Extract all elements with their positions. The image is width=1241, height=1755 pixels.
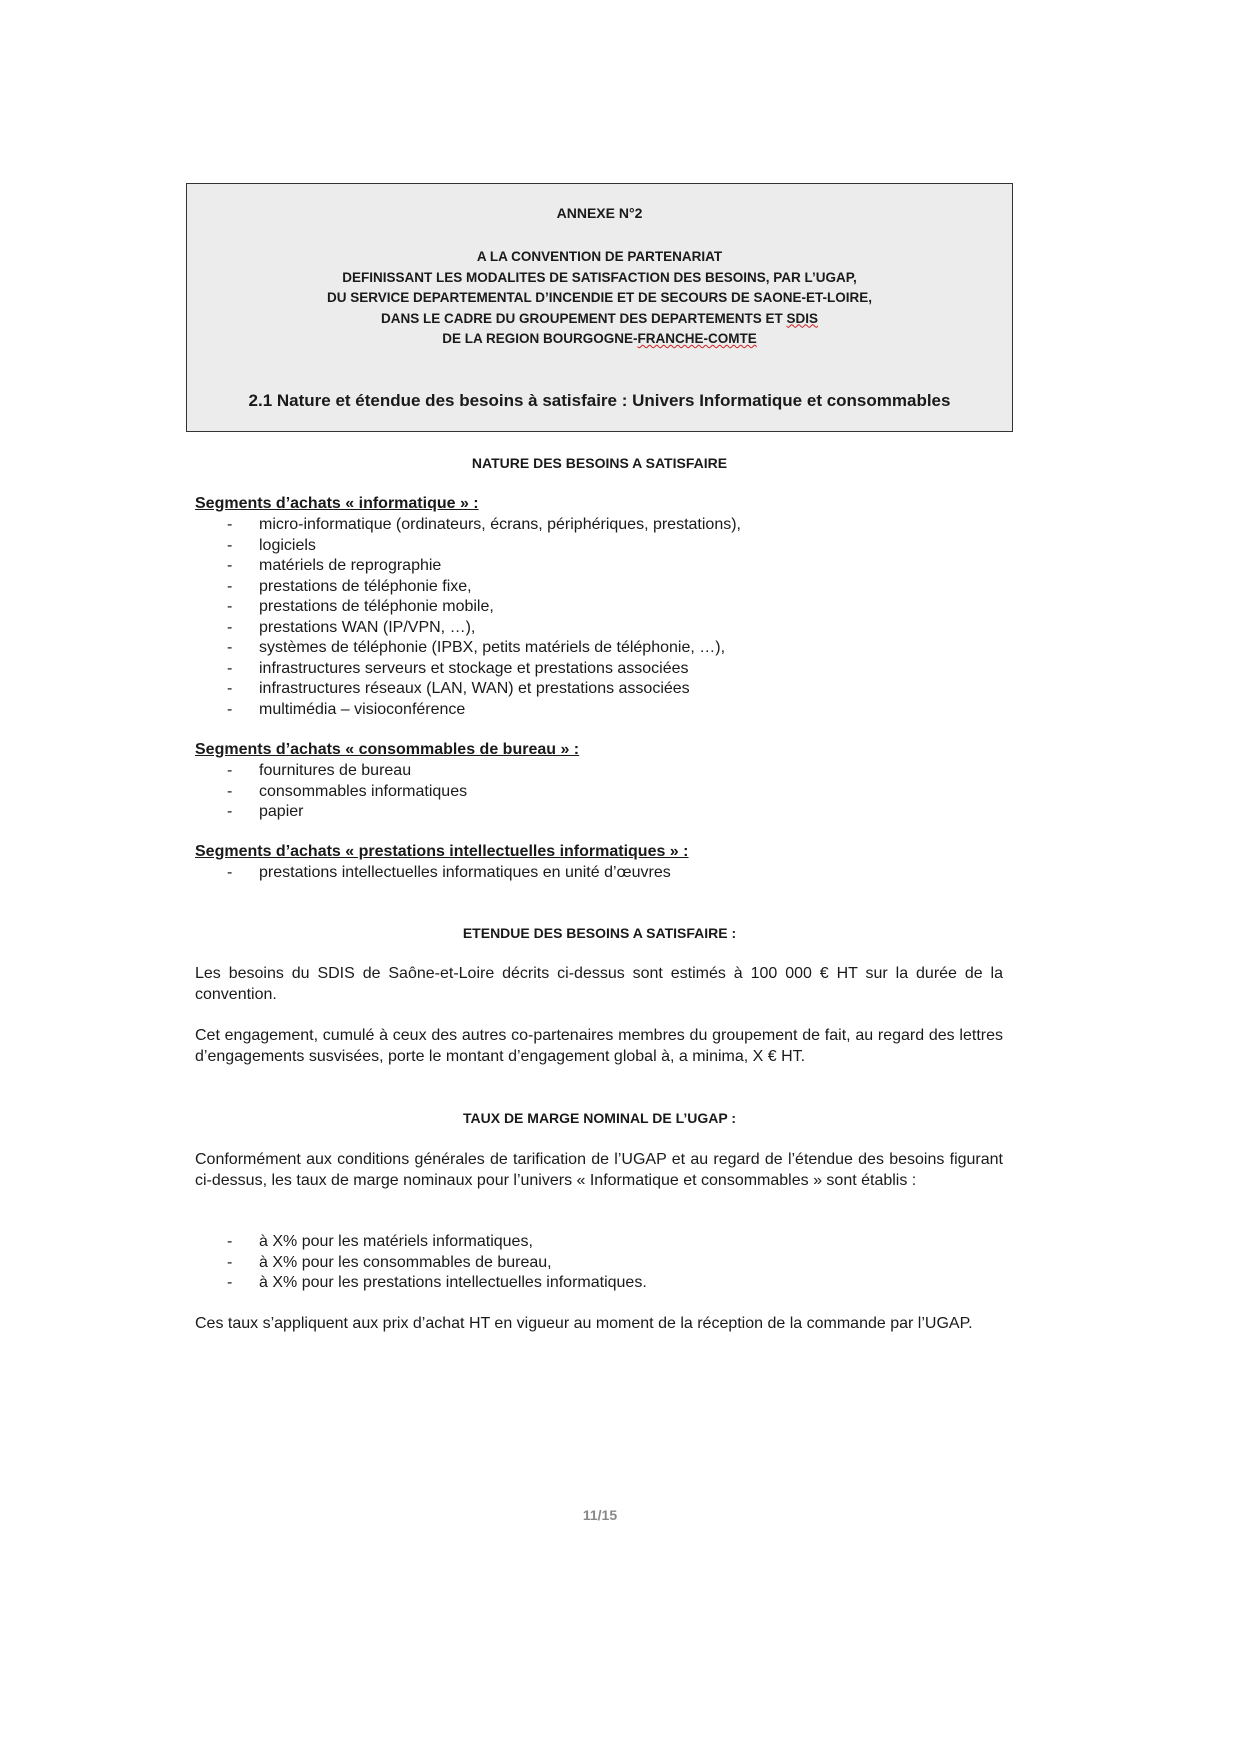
list-item: - à X% pour les matériels informatiques, bbox=[195, 1232, 647, 1253]
list-dash: - bbox=[227, 659, 233, 677]
taux-intro-paragraph: Conformément aux conditions générales de tarification de l’UGAP et au regard de l’étendue des besoins figurant ci-dessus, les taux de marge nominaux pour l’univers « Informatique et consommables » sont établis : bbox=[195, 1151, 1003, 1189]
segment-title-informatique: Segments d’achats « informatique » : bbox=[195, 495, 479, 512]
segment-list-informatique bbox=[195, 515, 741, 720]
list-dash: - bbox=[227, 536, 233, 554]
franche-comte-word: FRANCHE-COMTE bbox=[637, 331, 757, 346]
list-dash: - bbox=[227, 803, 233, 820]
list-item: - prestations intellectuelles informatiques en unité d’œuvres bbox=[195, 863, 671, 884]
page-number: 11/15 bbox=[582, 1507, 618, 1523]
list-dash: - bbox=[227, 557, 233, 574]
etendue-heading: ETENDUE DES BESOINS A SATISFAIRE : bbox=[462, 925, 737, 941]
convention-line: A LA CONVENTION DE PARTENARIAT bbox=[476, 249, 723, 264]
etendue-paragraph: Cet engagement, cumulé à ceux des autres co-partenaires membres du groupement de fait, au regard des lettres d’engagements susvisées, porte le montant d’engagement global à, a minima, X € HT. bbox=[195, 1027, 1003, 1065]
list-item: - papier bbox=[195, 802, 467, 823]
convention-line-text: DANS LE CADRE DU GROUPEMENT DES DEPARTEMENTS ET bbox=[380, 310, 787, 326]
convention-line: DU SERVICE DEPARTEMENTAL D’INCENDIE ET DE SECOURS DE SAONE-ET-LOIRE, bbox=[326, 290, 873, 305]
convention-line bbox=[187, 329, 1012, 350]
section-title: 2.1 Nature et étendue des besoins à satisfaire : Univers Informatique et consommables bbox=[248, 391, 951, 410]
etendue-paragraph: Les besoins du SDIS de Saône-et-Loire décrits ci-dessus sont estimés à 100 000 € HT sur la durée de la convention. bbox=[195, 965, 1003, 1003]
convention-title-block bbox=[187, 247, 1012, 350]
list-dash: - bbox=[227, 577, 233, 595]
list-dash: - bbox=[227, 639, 233, 656]
list-item: - à X% pour les prestations intellectuelles informatiques. bbox=[195, 1273, 647, 1294]
sdis-word: SDIS bbox=[786, 310, 819, 326]
list-dash: - bbox=[227, 680, 233, 697]
list-item: - matériels de reprographie bbox=[195, 556, 741, 577]
list-item: - multimédia – visioconférence bbox=[195, 700, 741, 721]
list-item: - logiciels bbox=[195, 536, 741, 557]
segment-title-prestations: Segments d’achats « prestations intellectuelles informatiques » : bbox=[195, 843, 689, 860]
list-item: - infrastructures serveurs et stockage et prestations associées bbox=[195, 659, 741, 680]
list-dash: - bbox=[227, 782, 233, 800]
segment-list-prestations bbox=[195, 863, 671, 884]
segment-list-consommables bbox=[195, 761, 467, 823]
list-dash: - bbox=[227, 1233, 233, 1250]
annex-title: ANNEXE N°2 bbox=[556, 205, 643, 221]
convention-line-text: DE LA REGION BOURGOGNE- bbox=[442, 331, 638, 346]
taux-list bbox=[195, 1232, 647, 1294]
list-item: - infrastructures réseaux (LAN, WAN) et prestations associées bbox=[195, 679, 741, 700]
list-dash: - bbox=[227, 516, 233, 533]
list-item: - fournitures de bureau bbox=[195, 761, 467, 782]
taux-heading: TAUX DE MARGE NOMINAL DE L’UGAP : bbox=[462, 1110, 736, 1126]
list-item: - prestations de téléphonie fixe, bbox=[195, 577, 741, 598]
nature-heading: NATURE DES BESOINS A SATISFAIRE bbox=[471, 455, 728, 471]
taux-closing-paragraph: Ces taux s’appliquent aux prix d’achat HT en vigueur au moment de la réception de la commande par l’UGAP. bbox=[195, 1315, 973, 1332]
list-dash: - bbox=[227, 762, 233, 779]
list-item: - à X% pour les consommables de bureau, bbox=[195, 1253, 647, 1274]
list-item: - systèmes de téléphonie (IPBX, petits matériels de téléphonie, …), bbox=[195, 638, 741, 659]
list-item: - consommables informatiques bbox=[195, 782, 467, 803]
list-dash: - bbox=[227, 700, 233, 718]
list-dash: - bbox=[227, 1253, 233, 1271]
list-item: - prestations de téléphonie mobile, bbox=[195, 597, 741, 618]
annex-header-box bbox=[186, 183, 1013, 432]
list-item: - micro-informatique (ordinateurs, écrans, périphériques, prestations), bbox=[195, 515, 741, 536]
convention-line: DEFINISSANT LES MODALITES DE SATISFACTION DES BESOINS, PAR L’UGAP, bbox=[342, 269, 857, 285]
segment-title-consommables: Segments d’achats « consommables de bureau » : bbox=[195, 741, 580, 758]
convention-line bbox=[187, 309, 1012, 330]
list-dash: - bbox=[227, 598, 233, 615]
list-dash: - bbox=[227, 864, 233, 881]
list-item: - prestations WAN (IP/VPN, …), bbox=[195, 618, 741, 639]
list-dash: - bbox=[227, 1274, 233, 1291]
list-dash: - bbox=[227, 618, 233, 636]
